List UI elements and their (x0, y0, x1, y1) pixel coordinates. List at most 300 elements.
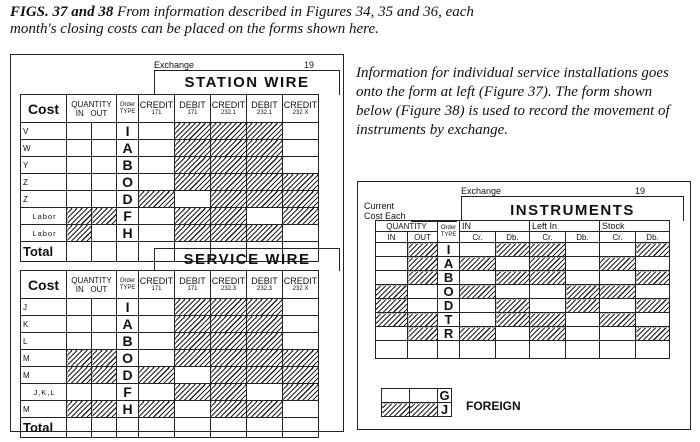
station-in-cell (67, 208, 92, 225)
station-row-label: W (21, 140, 67, 157)
instr-value-cell (600, 257, 636, 271)
station-value-cell (247, 157, 283, 174)
station-value-cell (139, 208, 175, 225)
instr-value-cell (566, 243, 600, 257)
instr-value-cell (530, 285, 566, 299)
station-value-cell (283, 123, 319, 140)
instr-in-cell (376, 313, 408, 327)
service-order-letter: D (117, 367, 139, 384)
service-value-cell (283, 316, 319, 333)
station-quantity-header (67, 95, 117, 123)
instr-value-cell (460, 313, 496, 327)
station-col-top: CREDIT (283, 100, 318, 110)
service-value-cell (247, 401, 283, 418)
service-value-cell (247, 316, 283, 333)
service-value-cell (175, 350, 211, 367)
instr-value-cell (496, 327, 530, 341)
instr-row (376, 285, 670, 299)
service-in-cell (67, 333, 92, 350)
service-row-label: J (21, 299, 67, 316)
instr-value-cell (636, 257, 670, 271)
instr-value-cell (600, 271, 636, 285)
station-out-cell (92, 123, 117, 140)
service-value-cell (247, 350, 283, 367)
station-row-label: Z (21, 191, 67, 208)
service-in-cell (67, 384, 92, 401)
foreign-out-cell (410, 403, 438, 417)
service-value-cell (139, 401, 175, 418)
service-value-cell (139, 316, 175, 333)
service-value-cell (283, 401, 319, 418)
service-row (21, 299, 319, 316)
figure-note: Information for individual service installations goes onto the form at left (Figure 37). The form shown below (Figure 38) is used to record the movement of instruments by exchange. (356, 65, 670, 138)
service-quantity-label: QUANTITY (71, 275, 112, 285)
foreign-table (381, 388, 452, 417)
foreign-in-cell (382, 389, 410, 403)
instr-out-cell (408, 243, 438, 257)
instr-order-top: Order (440, 224, 457, 231)
service-in-cell (67, 367, 92, 384)
station-out-label: OUT (90, 108, 108, 118)
station-in-cell (67, 123, 92, 140)
service-out-label: OUT (90, 284, 108, 294)
station-col-header (139, 95, 175, 123)
station-order-letter: B (117, 157, 139, 174)
service-value-cell (283, 333, 319, 350)
service-value-cell (175, 316, 211, 333)
service-out-cell (92, 299, 117, 316)
station-value-cell (247, 174, 283, 191)
instr-out-cell (408, 257, 438, 271)
service-row-label: M (21, 401, 67, 418)
station-order-bottom: TYPE (119, 108, 136, 115)
service-value-cell (211, 367, 247, 384)
service-col-header (247, 271, 283, 299)
service-order-letter: I (117, 299, 139, 316)
station-value-cell (211, 174, 247, 191)
service-total-cell (211, 418, 247, 438)
station-in-cell (67, 140, 92, 157)
station-out-cell (92, 208, 117, 225)
current-label: Current (364, 201, 395, 211)
instr-value-cell (460, 257, 496, 271)
station-out-cell (92, 191, 117, 208)
instr-in-cell (376, 285, 408, 299)
station-value-cell (283, 140, 319, 157)
service-value-cell (175, 333, 211, 350)
service-total-cell (175, 418, 211, 438)
station-row-label: Labor (21, 225, 67, 242)
instr-total-cell (460, 341, 496, 359)
service-in-cell (67, 350, 92, 367)
instr-out-cell (408, 313, 438, 327)
instr-value-cell (636, 299, 670, 313)
station-value-cell (139, 140, 175, 157)
service-value-cell (139, 350, 175, 367)
foreign-letter: G (439, 388, 450, 403)
station-in-cell (67, 157, 92, 174)
station-out-cell (92, 174, 117, 191)
instr-value-cell (600, 285, 636, 299)
service-order-letter: H (117, 401, 139, 418)
station-row-label: Labor (21, 208, 67, 225)
service-total-cell (247, 418, 283, 438)
instr-cr-header: Cr. (460, 232, 496, 243)
cost-each-label: Cost Each (364, 211, 406, 221)
instr-value-cell (636, 313, 670, 327)
station-in-cell (67, 191, 92, 208)
instr-order-letter: R (438, 327, 460, 341)
service-total-cell (92, 418, 117, 438)
service-order-bottom: TYPE (119, 284, 136, 291)
instr-total-cell (530, 341, 566, 359)
instr-row (376, 257, 670, 271)
station-row (21, 157, 319, 174)
service-col-top: DEBIT (251, 276, 278, 286)
service-out-cell (92, 384, 117, 401)
service-row-label: J,K,L (21, 384, 67, 401)
instr-value-cell (530, 257, 566, 271)
instruments-title: INSTRUMENTS (461, 196, 684, 221)
instr-order-letter: B (438, 271, 460, 285)
instr-row (376, 271, 670, 285)
service-total-label: Total (21, 418, 67, 438)
service-value-cell (283, 299, 319, 316)
instr-value-cell (460, 299, 496, 313)
station-row-label: V (21, 123, 67, 140)
instr-in-cell (376, 257, 408, 271)
station-out-cell (92, 225, 117, 242)
foreign-label: FOREIGN (466, 399, 521, 413)
station-value-cell (283, 157, 319, 174)
instr-in-cell (376, 299, 408, 313)
service-value-cell (211, 299, 247, 316)
instr-order-letter: O (438, 285, 460, 299)
service-value-cell (211, 350, 247, 367)
station-value-cell (175, 174, 211, 191)
instr-in-header: IN (376, 232, 408, 243)
instr-cr-header: Cr. (530, 232, 566, 243)
service-col-sub: 232 X (292, 286, 309, 292)
service-value-cell (175, 299, 211, 316)
instr-order-letter: I (438, 243, 460, 257)
instr-value-cell (600, 327, 636, 341)
station-row (21, 191, 319, 208)
instr-value-cell (460, 327, 496, 341)
service-value-cell (247, 333, 283, 350)
service-row-label: K (21, 316, 67, 333)
instr-row (376, 299, 670, 313)
left-exchange-label: Exchange (154, 60, 195, 70)
instr-value-cell (496, 299, 530, 313)
station-order-letter: F (117, 208, 139, 225)
instr-group-header: Stock (600, 221, 670, 232)
instr-out-cell (408, 299, 438, 313)
service-value-cell (283, 384, 319, 401)
instr-value-cell (496, 257, 530, 271)
service-value-cell (211, 333, 247, 350)
foreign-letter: J (438, 403, 452, 417)
station-col-sub: 232.1 (221, 110, 237, 116)
service-cost-header: Cost (21, 271, 67, 299)
service-row (21, 333, 319, 350)
service-row-label: M (21, 367, 67, 384)
station-value-cell (211, 140, 247, 157)
instr-total-cell (376, 341, 408, 359)
station-total-cell (67, 242, 92, 262)
service-wire-title: SERVICE WIRE (154, 248, 340, 271)
instr-value-cell (600, 313, 636, 327)
station-col-header (175, 95, 211, 123)
station-in-cell (67, 225, 92, 242)
station-order-letter: I (117, 123, 139, 140)
instr-value-cell (636, 327, 670, 341)
service-in-cell (67, 316, 92, 333)
service-value-cell (211, 316, 247, 333)
station-value-cell (283, 174, 319, 191)
service-col-sub: 171 (187, 286, 198, 292)
station-value-cell (175, 208, 211, 225)
service-value-cell (139, 333, 175, 350)
station-col-sub: 171 (187, 110, 198, 116)
station-value-cell (139, 174, 175, 191)
instr-total-cell (636, 341, 670, 359)
service-col-top: DEBIT (179, 276, 206, 286)
instr-value-cell (566, 327, 600, 341)
instr-db-header: Db. (636, 232, 670, 243)
instr-row (376, 327, 670, 341)
instr-group-header: Left In (530, 221, 600, 232)
instr-value-cell (566, 313, 600, 327)
instr-value-cell (636, 243, 670, 257)
station-col-sub: 232.1 (257, 110, 273, 116)
station-wire-title: STATION WIRE (154, 70, 340, 95)
instr-value-cell (496, 313, 530, 327)
station-row (21, 225, 319, 242)
service-value-cell (139, 367, 175, 384)
instr-in-cell (376, 271, 408, 285)
service-out-cell (92, 316, 117, 333)
service-col-header (139, 271, 175, 299)
service-out-cell (92, 401, 117, 418)
figure-caption (10, 4, 690, 38)
service-order-letter: F (117, 384, 139, 401)
service-value-cell (247, 299, 283, 316)
station-value-cell (139, 225, 175, 242)
station-row (21, 123, 319, 140)
service-value-cell (283, 350, 319, 367)
station-value-cell (175, 123, 211, 140)
instr-order-bottom: TYPE (440, 231, 457, 238)
caption-fig-label: FIGS. 37 and 38 (10, 4, 114, 20)
instr-out-cell (408, 327, 438, 341)
instr-value-cell (496, 243, 530, 257)
instr-value-cell (530, 271, 566, 285)
station-value-cell (247, 191, 283, 208)
station-wire-table (20, 94, 319, 262)
service-value-cell (211, 384, 247, 401)
service-row-label: L (21, 333, 67, 350)
service-row (21, 384, 319, 401)
instr-order-type-header (438, 221, 460, 243)
station-col-header (211, 95, 247, 123)
service-col-header (283, 271, 319, 299)
service-row (21, 367, 319, 384)
instr-value-cell (566, 271, 600, 285)
service-order-letter: A (117, 316, 139, 333)
instr-row (376, 313, 670, 327)
station-col-top: DEBIT (179, 100, 206, 110)
service-total-cell (117, 418, 139, 438)
service-in-cell (67, 401, 92, 418)
instr-value-cell (530, 299, 566, 313)
service-in-cell (67, 299, 92, 316)
service-order-top: Order (119, 277, 136, 284)
right-exchange-label: Exchange (461, 186, 502, 196)
instr-quantity-header: QUANTITY (376, 221, 438, 232)
instr-total-cell (438, 341, 460, 359)
station-value-cell (175, 191, 211, 208)
instr-out-header: OUT (408, 232, 438, 243)
instr-row (376, 243, 670, 257)
service-order-letter: O (117, 350, 139, 367)
service-col-header (211, 271, 247, 299)
service-value-cell (247, 384, 283, 401)
instr-out-cell (408, 285, 438, 299)
station-value-cell (283, 225, 319, 242)
service-value-cell (247, 367, 283, 384)
instr-value-cell (460, 285, 496, 299)
station-col-header (283, 95, 319, 123)
instr-db-header: Db. (496, 232, 530, 243)
station-value-cell (211, 208, 247, 225)
instr-value-cell (496, 285, 530, 299)
station-value-cell (247, 123, 283, 140)
station-row-label: Y (21, 157, 67, 174)
service-value-cell (175, 401, 211, 418)
service-col-top: CREDIT (211, 276, 246, 286)
service-col-sub: 232.3 (257, 286, 273, 292)
station-cost-header: Cost (21, 95, 67, 123)
station-col-sub: 171 (151, 110, 162, 116)
station-value-cell (175, 157, 211, 174)
service-col-header (175, 271, 211, 299)
station-row (21, 174, 319, 191)
station-col-sub: 232 X (292, 110, 309, 116)
station-row (21, 140, 319, 157)
instr-value-cell (530, 313, 566, 327)
foreign-in-cell (382, 403, 410, 417)
station-order-type-header (117, 95, 139, 123)
station-order-top: Order (119, 101, 136, 108)
service-out-cell (92, 333, 117, 350)
station-col-top: CREDIT (211, 100, 246, 110)
service-out-cell (92, 367, 117, 384)
station-col-top: DEBIT (251, 100, 278, 110)
instr-cr-header: Cr. (600, 232, 636, 243)
service-order-letter: B (117, 333, 139, 350)
caption-line1: From information described in Figures 34, 35 and 36, each (113, 4, 474, 20)
service-value-cell (175, 384, 211, 401)
instr-value-cell (600, 299, 636, 313)
station-value-cell (139, 123, 175, 140)
service-row-label: M (21, 350, 67, 367)
instr-order-letter: A (438, 257, 460, 271)
station-total-label: Total (21, 242, 67, 262)
station-total-cell (92, 242, 117, 262)
instr-total-cell (496, 341, 530, 359)
service-value-cell (139, 299, 175, 316)
station-row (21, 208, 319, 225)
station-value-cell (247, 208, 283, 225)
station-value-cell (211, 191, 247, 208)
service-value-cell (175, 367, 211, 384)
station-in-cell (67, 174, 92, 191)
left-year-label: 19 (304, 60, 315, 70)
station-value-cell (211, 157, 247, 174)
service-col-top: CREDIT (139, 276, 174, 286)
station-value-cell (175, 225, 211, 242)
station-in-label: IN (75, 108, 84, 118)
station-order-letter: D (117, 191, 139, 208)
station-value-cell (211, 123, 247, 140)
instr-db-header: Db. (566, 232, 600, 243)
service-order-type-header (117, 271, 139, 299)
instr-total-cell (566, 341, 600, 359)
service-col-top: CREDIT (283, 276, 318, 286)
instr-value-cell (530, 327, 566, 341)
instr-value-cell (636, 285, 670, 299)
caption-line2: month's closing costs can be placed on the forms shown here. (10, 21, 379, 37)
station-value-cell (211, 225, 247, 242)
service-row (21, 401, 319, 418)
instruments-table (375, 220, 670, 359)
service-quantity-header (67, 271, 117, 299)
station-order-letter: O (117, 174, 139, 191)
service-out-cell (92, 350, 117, 367)
station-value-cell (175, 140, 211, 157)
station-out-cell (92, 140, 117, 157)
station-total-cell (117, 242, 139, 262)
station-value-cell (139, 191, 175, 208)
instr-value-cell (600, 243, 636, 257)
service-total-cell (283, 418, 319, 438)
station-col-header (247, 95, 283, 123)
service-in-label: IN (75, 284, 84, 294)
service-row (21, 316, 319, 333)
service-wire-table (20, 270, 319, 438)
instr-total-cell (600, 341, 636, 359)
foreign-out-cell (410, 389, 438, 403)
instr-group-header: IN (460, 221, 530, 232)
instr-value-cell (636, 271, 670, 285)
service-value-cell (283, 367, 319, 384)
service-col-sub: 171 (151, 286, 162, 292)
station-order-letter: H (117, 225, 139, 242)
station-col-top: CREDIT (139, 100, 174, 110)
service-col-sub: 232.3 (221, 286, 237, 292)
instr-total-cell (408, 341, 438, 359)
station-value-cell (247, 225, 283, 242)
station-value-cell (247, 140, 283, 157)
station-order-letter: A (117, 140, 139, 157)
station-out-cell (92, 157, 117, 174)
station-row-label: Z (21, 174, 67, 191)
station-value-cell (283, 208, 319, 225)
instr-order-letter: T (438, 313, 460, 327)
instr-value-cell (460, 271, 496, 285)
instr-in-cell (376, 243, 408, 257)
